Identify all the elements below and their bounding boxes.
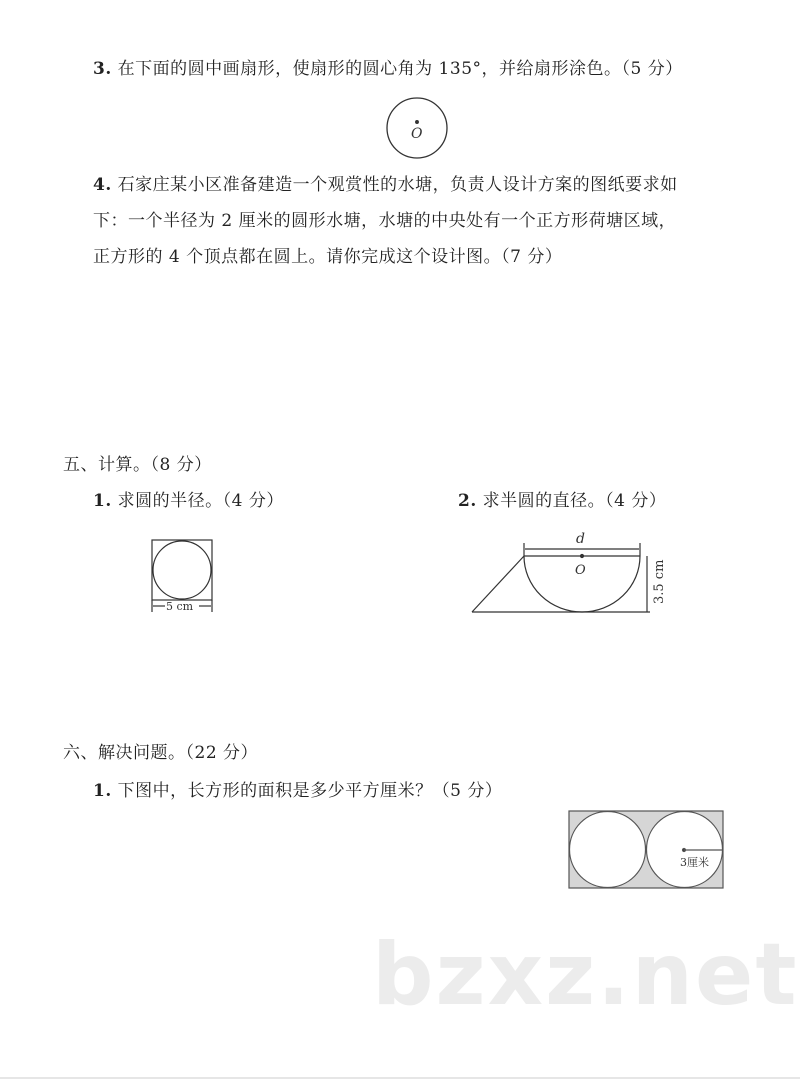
- radius-label: 3厘米: [680, 856, 709, 869]
- center-label: O: [411, 126, 423, 142]
- semicircle-figure: [472, 531, 667, 612]
- q-text: 石家庄某小区准备建造一个观赏性的水塘，负责人设计方案的图纸要求如: [117, 175, 678, 195]
- q-number: 3.: [93, 59, 112, 79]
- dim-label: 5 cm: [166, 600, 194, 613]
- d-label: d: [576, 531, 585, 547]
- section-5-title: 五、计算。（8 分）: [63, 455, 212, 475]
- q-number: 1.: [93, 491, 112, 511]
- q-number: 4.: [93, 175, 112, 195]
- section-6-title: 六、解决问题。（22 分）: [63, 743, 259, 763]
- watermark: bzxz.net: [372, 925, 799, 1025]
- rectangle-circles-figure: [569, 811, 723, 888]
- q3-circle-figure: [387, 98, 447, 158]
- q-number: 2.: [458, 491, 477, 511]
- center-label: O: [575, 563, 586, 578]
- q-text: 求圆的半径。（4 分）: [117, 491, 284, 511]
- q-number: 1.: [93, 781, 112, 801]
- q-text: 下：一个半径为 2 厘米的圆形水塘，水塘的中央处有一个正方形荷塘区域，: [93, 211, 677, 231]
- square-circle-figure: [152, 540, 212, 613]
- q-text: 在下面的圆中画扇形，使扇形的圆心角为 135°，并给扇形涂色。（5 分）: [117, 59, 683, 79]
- height-label: 3.5 cm: [652, 559, 667, 604]
- q-text: 求半圆的直径。（4 分）: [482, 491, 667, 511]
- q-text: 下图中，长方形的面积是多少平方厘米？（5 分）: [117, 781, 503, 801]
- q-text: 正方形的 4 个顶点都在圆上。请你完成这个设计图。（7 分）: [93, 247, 563, 267]
